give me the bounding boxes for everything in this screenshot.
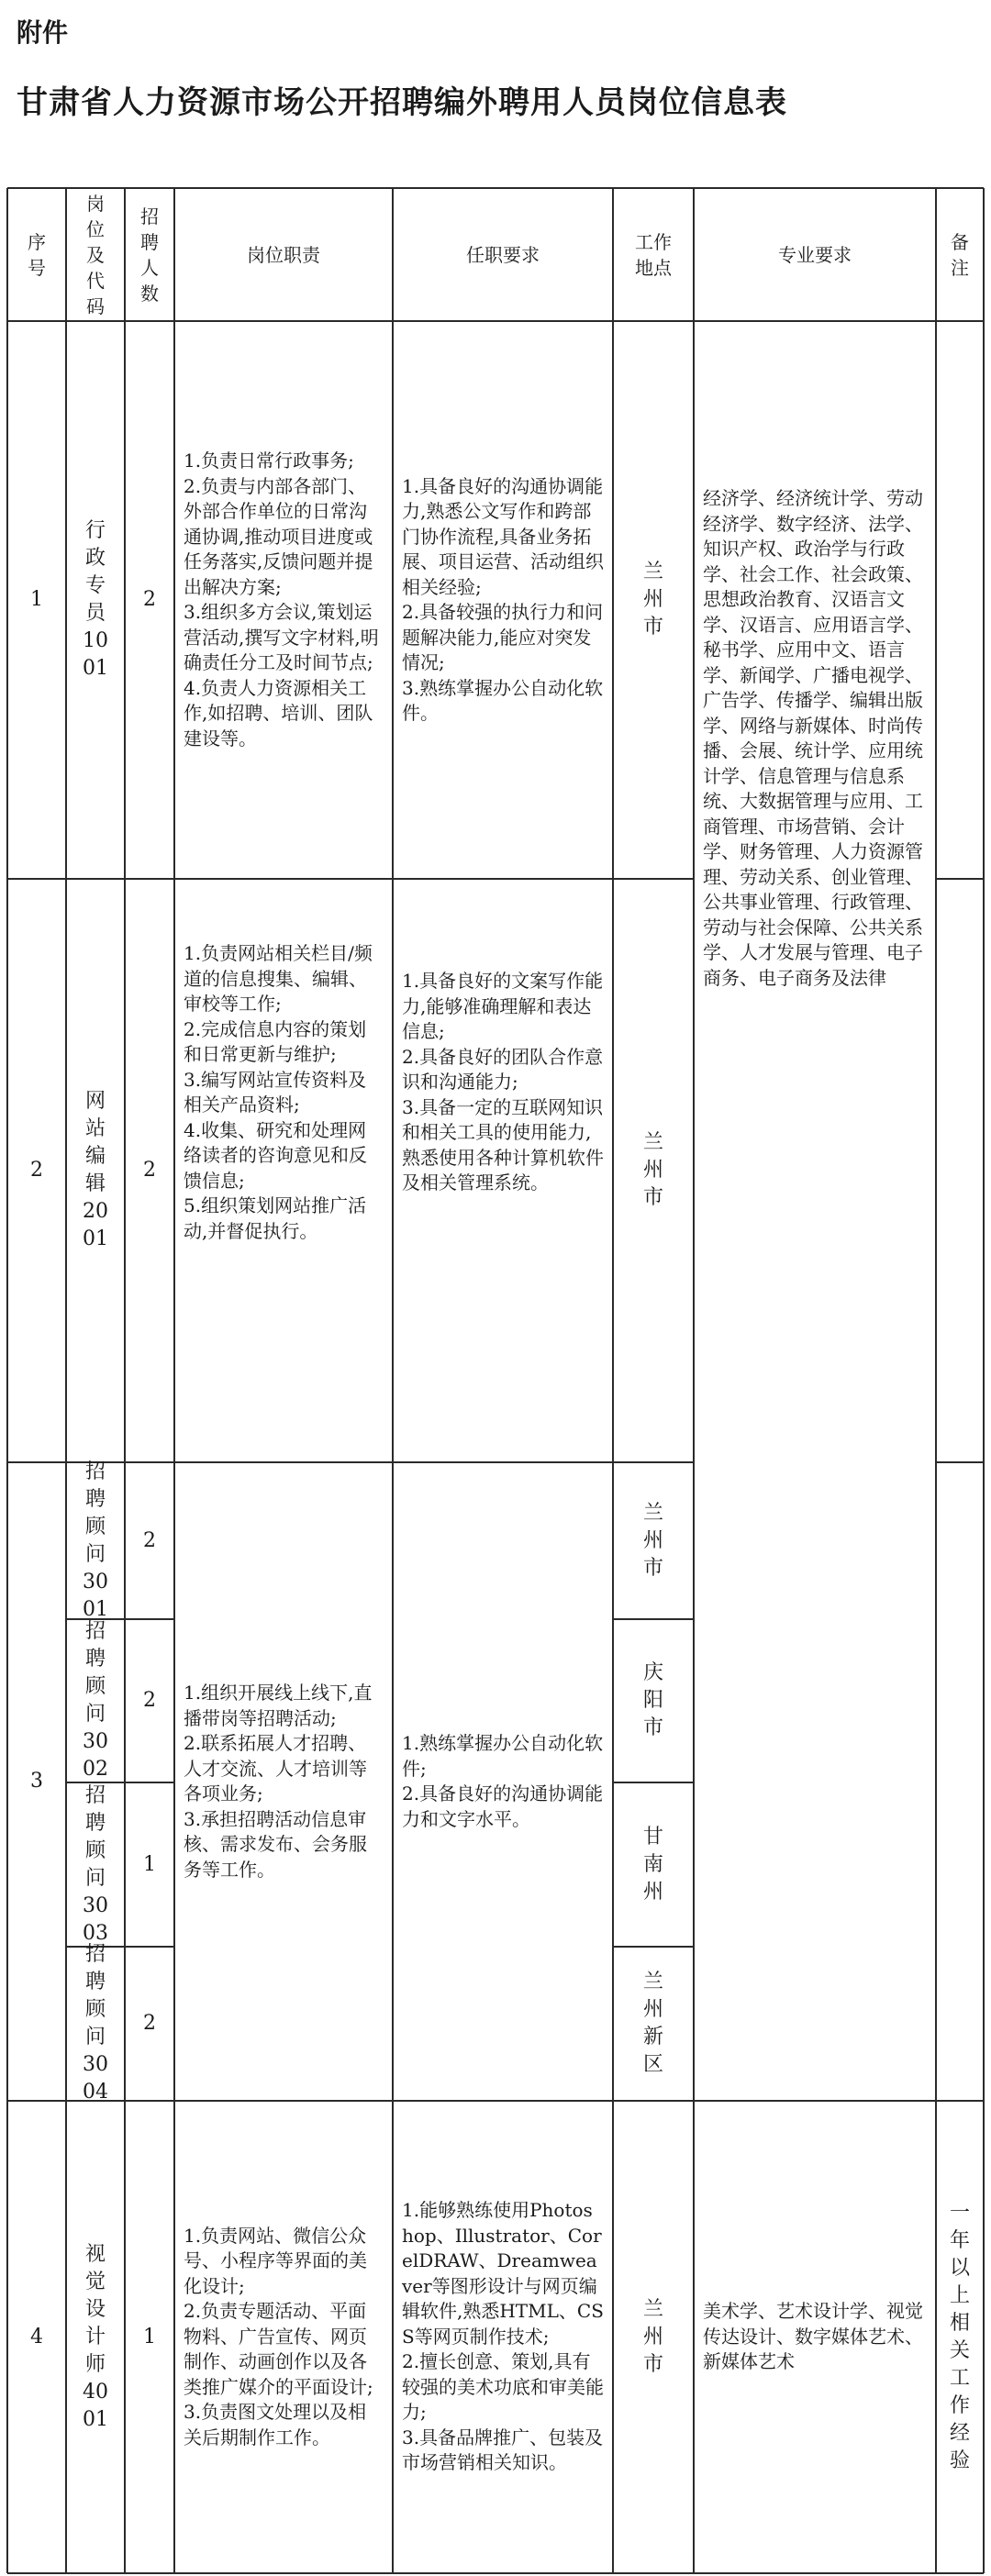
row4-seq: 4 (30, 2325, 43, 2348)
row3-duties-cell (174, 1462, 393, 2101)
row4-duties: 1.负责网站、微信公众号、小程序等界面的美化设计; 2.负责专题活动、平面物料、广告宣传、网页制作、动画创作以及各类推广媒介的平面设计; 3.负责图文处理以及相关后期制作工作。 (184, 2224, 373, 2448)
row1-requirements-cell (393, 321, 613, 879)
row1-duties: 1.负责日常行政事务; 2.负责与内部各部门、外部合作单位的日常沟通协调,推动项目进度或任务落实,反馈问题并提出解决方案; 3.组织多方会议,策划运营活动,撰写文字材料,明确责任分工及时间节点; 4.负责人力资源相关工作,如招聘、培训、团队建设等。 (184, 450, 379, 749)
header-remark: 备注 (951, 230, 969, 279)
header-count: 招聘人数 (140, 205, 159, 305)
page-title: 甘肃省人力资源市场公开招聘编外聘用人员岗位信息表 (17, 84, 787, 121)
attachment-label: 附件 (17, 17, 69, 48)
header-location: 工作地点 (635, 230, 672, 279)
row2-position: 网站编辑2001 (83, 1090, 108, 1250)
row3-sub2-location: 庆阳市 (642, 1661, 663, 1739)
row3-sub4-position: 招聘顾问3004 (83, 1943, 108, 2104)
row3-duties: 1.组织开展线上线下,直播带岗等招聘活动; 2.联系拓展人才招聘、人才交流、人才培训等各项业务; 3.承担招聘活动信息审核、需求发布、会务服务等工作。 (184, 1682, 373, 1881)
row3-requirements: 1.熟练掌握办公自动化软件; 2.具备良好的沟通协调能力和文字水平。 (402, 1732, 604, 1830)
row3-seq: 3 (30, 1770, 43, 1793)
header-position-code: 岗位及代码 (86, 192, 105, 317)
row4-position: 视觉设计师4001 (83, 2242, 108, 2431)
row1-requirements: 1.具备良好的沟通协调能力,熟悉公文写作和跨部门协作流程,具备业务拓展、项目运营、活动组织相关经验; 2.具备较强的执行力和问题解决能力,能应对突发情况; 3.熟练掌握办公自动化软件。 (402, 474, 604, 724)
row1-seq: 1 (30, 588, 43, 611)
header-requirements: 任职要求 (466, 243, 540, 266)
row4-duties-cell (174, 2101, 393, 2573)
row2-location: 兰州市 (642, 1131, 663, 1209)
row4-count: 1 (143, 2325, 156, 2348)
row3-sub4-location: 兰州新区 (642, 1971, 663, 2076)
header-duties: 岗位职责 (247, 243, 320, 266)
row2-count: 2 (143, 1159, 156, 1182)
header-seq: 序号 (28, 230, 46, 279)
row3-sub2-position: 招聘顾问3002 (83, 1620, 108, 1781)
row3-sub1-count: 2 (143, 1528, 156, 1552)
row4-requirements: 1.能够熟练使用Photoshop、Illustrator、CorelDRAW、Dreamweaver等图形设计与网页编辑软件,熟悉HTML、CSS等网页制作技术; 2.擅长创意、策划,具有较强的美术功底和审美能力; 3.具备品牌推广、包装及市场营销相关知识。 (402, 2199, 604, 2474)
row4-major-cell (694, 2101, 936, 2573)
header-major: 专业要求 (778, 243, 852, 266)
row1-position: 行政专员1001 (83, 519, 108, 680)
row1-location: 兰州市 (642, 561, 663, 638)
row2-requirements: 1.具备良好的文案写作能力,能够准确理解和表达信息; 2.具备良好的团队合作意识和沟通能力; 3.具备一定的互联网知识和相关工具的使用能力,熟悉使用各种计算机软件及相关管理系统。 (402, 970, 604, 1194)
row3-sub3-position: 招聘顾问3003 (83, 1783, 108, 1945)
row3-requirements-cell (393, 1462, 613, 2101)
row3-sub2-count: 2 (143, 1689, 156, 1712)
row2-duties: 1.负责网站相关栏目/频道的信息搜集、编辑、审校等工作; 2.完成信息内容的策划和日常更新与维护; 3.编写网站宣传资料及相关产品资料; 4.收集、研究和处理网络读者的咨询意见和反馈信息; 5.组织策划网站推广活动,并督促执行。 (184, 942, 373, 1242)
row3-sub4-count: 2 (143, 2012, 156, 2035)
shared-major: 经济学、经济统计学、劳动经济学、数字经济、法学、知识产权、政治学与行政学、社会工作、社会政策、思想政治教育、汉语言文学、汉语言、应用语言学、秘书学、应用中文、语言学、新闻学、广播电视学、广告学、传播学、编辑出版学、网络与新媒体、时尚传播、会展、统计学、应用统计学、信息管理与信息系统、大数据管理与应用、工商管理、市场营销、会计学、财务管理、人力资源管理、劳动关系、创业管理、公共事业管理、行政管理、劳动与社会保障、公共关系学、人才发展与管理、电子商务、电子商务及法律 (703, 487, 923, 989)
row4-major: 美术学、艺术设计学、视觉传达设计、数字媒体艺术、新媒体艺术 (703, 2300, 923, 2373)
row1-count: 2 (143, 588, 156, 611)
row3-sub3-count: 1 (143, 1852, 156, 1876)
row3-sub1-location: 兰州市 (642, 1501, 663, 1580)
shared-major-cell (694, 321, 936, 2101)
row2-duties-cell (174, 879, 393, 1462)
row3-sub3-location: 甘南州 (642, 1825, 663, 1904)
row4-requirements-cell (393, 2101, 613, 2573)
row4-remark: 一年以上相关工作经验 (949, 2201, 970, 2472)
row2-seq: 2 (30, 1159, 43, 1182)
row1-duties-cell (174, 321, 393, 879)
row4-location: 兰州市 (642, 2297, 663, 2376)
row3-sub1-position: 招聘顾问3001 (83, 1460, 108, 1621)
row2-requirements-cell (393, 879, 613, 1462)
